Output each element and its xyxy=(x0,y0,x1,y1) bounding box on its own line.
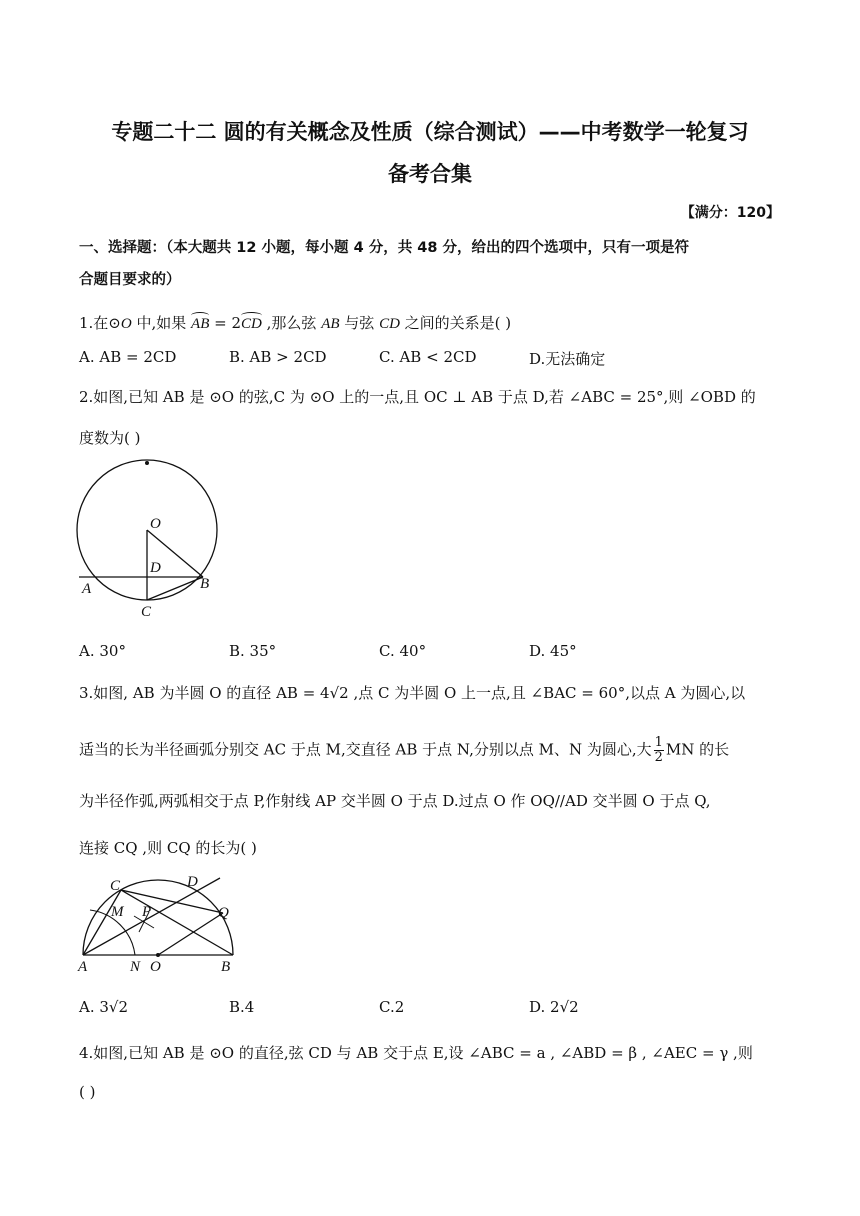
q2-segment-cb xyxy=(147,577,203,600)
q2-option-d[interactable]: D. 45° xyxy=(529,642,577,660)
q1-tail: 之间的关系是( ) xyxy=(399,314,512,332)
q1-option-a[interactable]: A. AB = 2CD xyxy=(79,348,177,366)
q1-option-b[interactable]: B. AB > 2CD xyxy=(229,348,327,366)
q3-stem-line-1: 3.如图, AB 为半圆 O 的直径 AB = 4√2 ,点 C 为半圆 O 上一点,且 ∠BAC = 60°,以点 A 为圆心,以 xyxy=(79,684,746,702)
q3-label-o: O xyxy=(150,959,161,975)
q1-arc-cd: CD xyxy=(241,316,262,332)
q3-label-p: P xyxy=(142,904,152,920)
q2-label-d: D xyxy=(150,560,161,576)
q1-mid1: 中,如果 xyxy=(131,314,192,332)
q3-line2-part-a: 适当的长为半径画弧分别交 AC 于点 M,交直径 AB 于点 N,分别以点 M、N 为圆心,大 xyxy=(79,740,652,759)
q2-label-a: A xyxy=(82,581,92,597)
q2-stem-line-1: 2.如图,已知 AB 是 ⊙O 的弦,C 为 ⊙O 上的一点,且 OC ⊥ AB 于点 D,若 ∠ABC = 25°,则 ∠OBD 的 xyxy=(79,388,756,406)
q1-chord-cd: CD xyxy=(379,316,400,332)
title-line-1: 专题二十二 圆的有关概念及性质（综合测试）——中考数学一轮复习 xyxy=(111,120,749,144)
q1-option-d[interactable]: D.无法确定 xyxy=(529,350,606,368)
q4-stem-line-1: 4.如图,已知 AB 是 ⊙O 的直径,弦 CD 与 AB 交于点 E,设 ∠ABC = a , ∠ABD = β , ∠AEC = γ ,则 xyxy=(79,1044,753,1062)
q2-label-b: B xyxy=(200,576,210,592)
q3-stem-line-3: 为半径作弧,两弧相交于点 P,作射线 AP 交半圆 O 于点 D.过点 O 作 OQ//AD 交半圆 O 于点 Q, xyxy=(79,792,711,810)
q3-stem-line-4: 连接 CQ ,则 CQ 的长为( ) xyxy=(79,839,257,857)
q3-stem-line-2 xyxy=(79,736,729,765)
q1-stem xyxy=(79,312,511,333)
q3-option-b[interactable]: B.4 xyxy=(229,998,255,1016)
full-score: 【满分：120】 xyxy=(680,205,780,221)
section-heading-line-1: 一、选择题：（本大题共 12 小题，每小题 4 分，共 48 分，给出的四个选项中，只有一项是符 xyxy=(79,240,689,256)
q3-label-n: N xyxy=(130,959,141,975)
q3-label-q: Q xyxy=(218,905,229,921)
q1-option-c[interactable]: C. AB < 2CD xyxy=(379,348,477,366)
q3-option-d[interactable]: D. 2√2 xyxy=(529,998,579,1016)
q2-option-b[interactable]: B. 35° xyxy=(229,642,277,660)
q3-line2-part-b: MN 的长 xyxy=(665,740,730,759)
q3-ray-ap xyxy=(83,878,220,955)
q3-label-c: C xyxy=(110,878,121,894)
q1-arc-ab: AB xyxy=(191,316,210,332)
q2-option-c[interactable]: C. 40° xyxy=(379,642,427,660)
q3-label-b: B xyxy=(221,959,231,975)
q3-center-dot xyxy=(156,953,160,957)
q2-label-c: C xyxy=(141,604,152,620)
q3-frac-den: 2 xyxy=(654,750,663,765)
q2-circle-figure xyxy=(70,455,230,623)
q4-stem-line-2: ( ) xyxy=(79,1083,96,1101)
q1-mid3: 与弦 xyxy=(339,314,380,332)
q2-option-a[interactable]: A. 30° xyxy=(79,642,126,660)
q3-fraction xyxy=(654,736,664,765)
q1-prefix: 1.在⊙ xyxy=(79,314,121,332)
q2-label-o: O xyxy=(150,516,161,532)
title-line-2: 备考合集 xyxy=(388,162,472,186)
q3-segment-cq xyxy=(121,890,223,913)
q1-eq: = 2 xyxy=(209,314,242,332)
q3-label-m: M xyxy=(111,904,124,920)
q3-segment-ac xyxy=(83,890,121,955)
q2-center-dot xyxy=(145,461,149,465)
q1-mid2: ,那么弦 xyxy=(261,314,322,332)
q3-option-a[interactable]: A. 3√2 xyxy=(79,998,129,1016)
q1-chord-ab: AB xyxy=(321,316,340,332)
q3-segment-cb xyxy=(121,890,233,955)
q3-label-a: A xyxy=(78,959,88,975)
q2-stem-line-2: 度数为( ) xyxy=(79,429,141,447)
section-heading-line-2: 合题目要求的） xyxy=(79,272,181,288)
q3-segment-oq xyxy=(158,913,223,955)
q3-option-c[interactable]: C.2 xyxy=(379,998,405,1016)
q3-frac-num: 1 xyxy=(654,735,663,750)
q1-circle-o: O xyxy=(120,316,132,332)
q3-label-d: D xyxy=(187,874,198,890)
q3-semicircle-figure xyxy=(70,870,250,976)
